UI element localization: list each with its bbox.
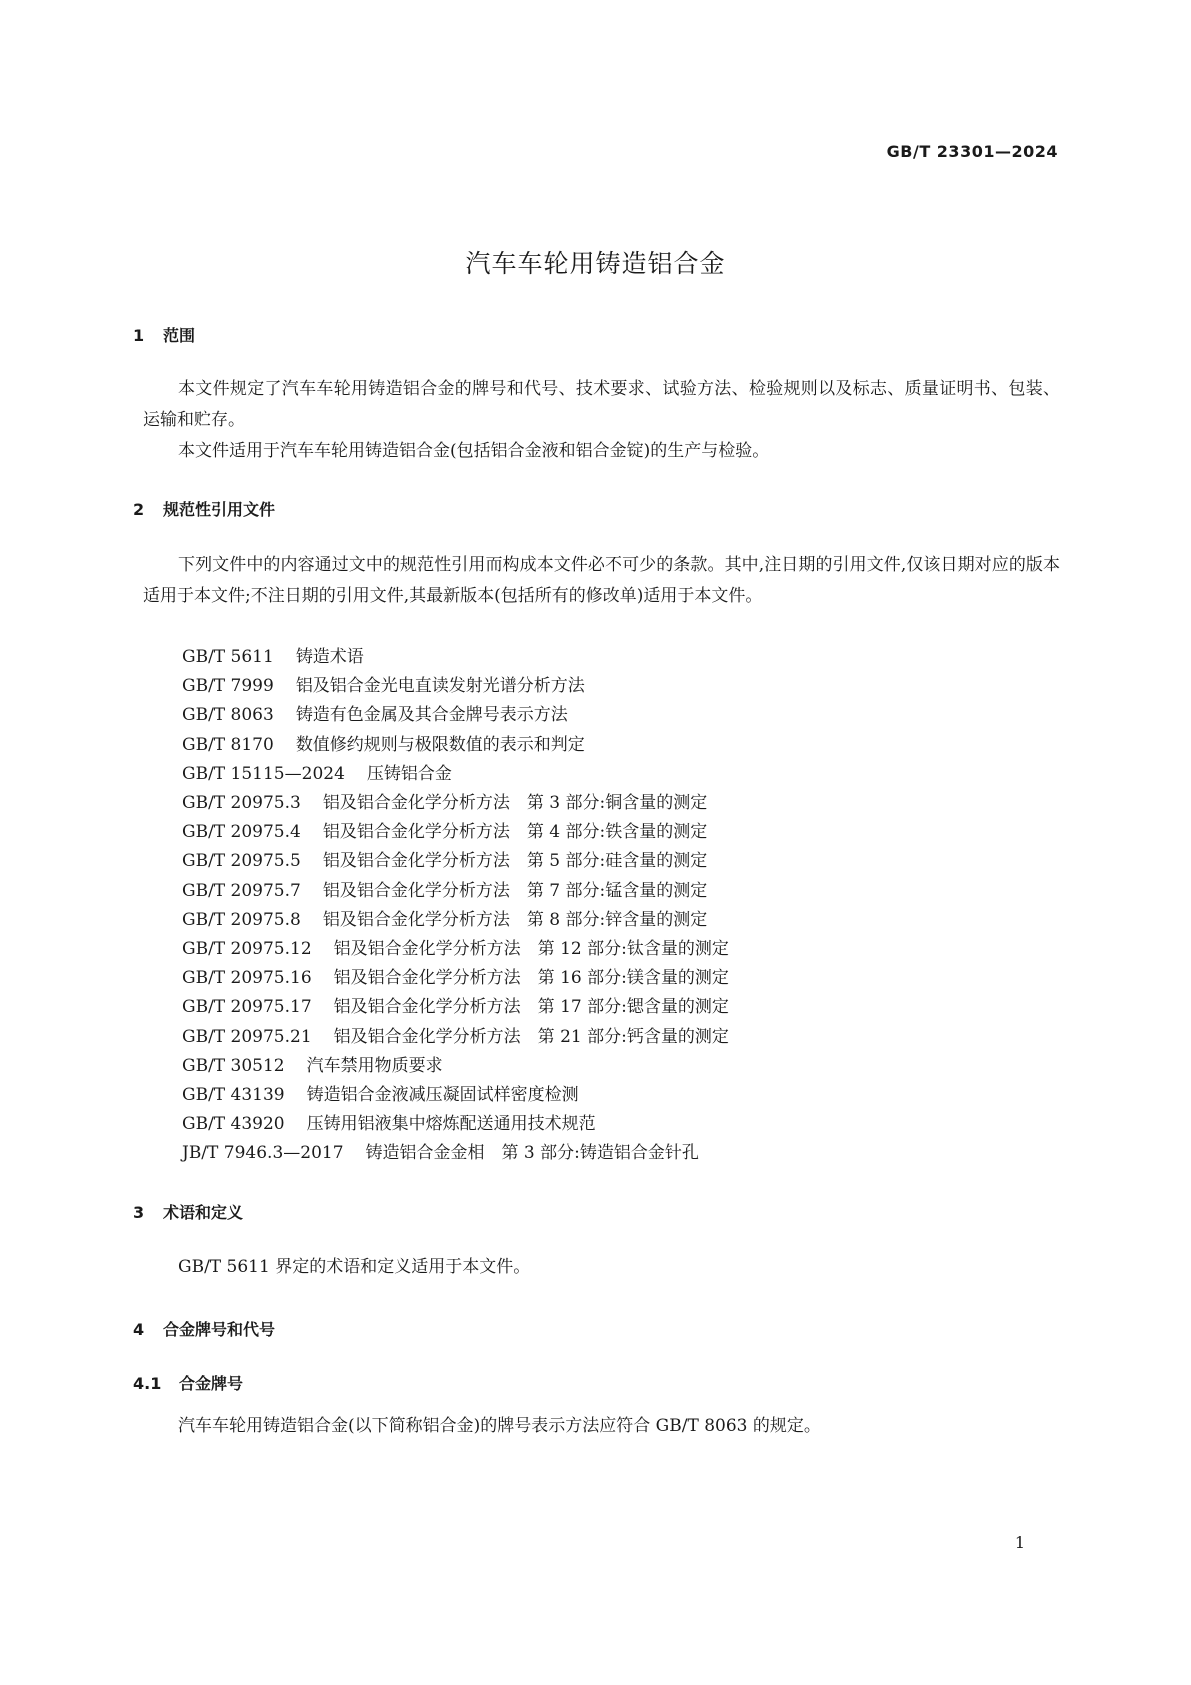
reference-title: 压铸铝合金 — [366, 763, 452, 784]
subsection-number: 4.1 — [133, 1374, 162, 1393]
reference-title: 铸造有色金属及其合金牌号表示方法 — [295, 705, 568, 726]
reference-item — [182, 730, 585, 755]
reference-item — [182, 1022, 729, 1047]
reference-code: GB/T 20975.16 — [182, 968, 312, 989]
section-number: 3 — [133, 1203, 145, 1222]
scope-paragraph-1: 本文件规定了汽车车轮用铸造铝合金的牌号和代号、技术要求、试验方法、检验规则以及标志、质量证明书、包装、运输和贮存。 — [143, 379, 1060, 430]
section-title: 规范性引用文件 — [163, 500, 276, 519]
reference-title: 铝及铝合金化学分析方法 第 12 部分:钛含量的测定 — [333, 939, 729, 959]
grade-paragraph: 汽车车轮用铸造铝合金(以下简称铝合金)的牌号表示方法应符合 GB/T 8063 的规定。 — [178, 1416, 821, 1436]
reference-title: 铝及铝合金化学分析方法 第 5 部分:硅含量的测定 — [322, 851, 708, 872]
reference-title: 铝及铝合金光电直读发射光谱分析方法 — [295, 676, 585, 697]
reference-code: GB/T 8063 — [182, 705, 274, 726]
reference-item — [182, 992, 729, 1017]
section-title: 合金牌号和代号 — [163, 1320, 276, 1339]
reference-code: GB/T 20975.5 — [182, 851, 301, 872]
section-number: 4 — [133, 1320, 145, 1339]
references-intro: 下列文件中的内容通过文中的规范性引用而构成本文件必不可少的条款。其中,注日期的引用文件,仅该日期对应的版本适用于本文件;不注日期的引用文件,其最新版本(包括所有的修改单)适用于本文件。 — [143, 555, 1060, 606]
reference-title: 铝及铝合金化学分析方法 第 16 部分:镁含量的测定 — [333, 968, 729, 989]
reference-item — [182, 759, 452, 784]
reference-code: GB/T 43920 — [182, 1114, 285, 1135]
reference-item — [182, 700, 568, 725]
subsection-4-1-heading — [133, 1371, 243, 1394]
reference-code: GB/T 20975.17 — [182, 997, 312, 1018]
reference-code: GB/T 7999 — [182, 676, 274, 697]
reference-title: 压铸用铝液集中熔炼配送通用技术规范 — [306, 1114, 596, 1135]
reference-item — [182, 846, 707, 871]
reference-title: 铝及铝合金化学分析方法 第 17 部分:锶含量的测定 — [333, 997, 729, 1018]
scope-paragraph-2: 本文件适用于汽车车轮用铸造铝合金(包括铝合金液和铝合金锭)的生产与检验。 — [178, 441, 770, 461]
subsection-title: 合金牌号 — [179, 1374, 244, 1393]
section-3-heading — [133, 1200, 243, 1223]
document-title: 汽车车轮用铸造铝合金 — [465, 249, 726, 278]
section-2-heading — [133, 497, 275, 520]
reference-item — [182, 817, 707, 842]
reference-code: GB/T 20975.12 — [182, 939, 312, 959]
reference-item — [182, 1080, 579, 1105]
reference-code: GB/T 8170 — [182, 734, 274, 755]
section-number: 2 — [133, 500, 145, 519]
reference-title: 铝及铝合金化学分析方法 第 8 部分:锌含量的测定 — [322, 909, 708, 930]
reference-code: GB/T 20975.8 — [182, 909, 301, 930]
reference-title: 汽车禁用物质要求 — [306, 1055, 443, 1076]
section-1-heading — [133, 323, 195, 346]
reference-code: JB/T 7946.3—2017 — [182, 1143, 344, 1164]
reference-title: 铸造术语 — [295, 647, 364, 667]
reference-title: 铝及铝合金化学分析方法 第 21 部分:钙含量的测定 — [333, 1026, 729, 1047]
reference-code: GB/T 20975.21 — [182, 1026, 312, 1047]
terms-paragraph: GB/T 5611 界定的术语和定义适用于本文件。 — [178, 1257, 531, 1277]
section-title: 范围 — [163, 326, 196, 345]
reference-code: GB/T 20975.7 — [182, 880, 301, 901]
reference-title: 铸造铝合金液减压凝固试样密度检测 — [306, 1085, 579, 1105]
reference-item — [182, 963, 729, 988]
reference-item — [182, 1051, 443, 1076]
reference-item — [182, 1109, 596, 1134]
reference-item — [182, 642, 364, 667]
reference-title: 铝及铝合金化学分析方法 第 3 部分:铜含量的测定 — [322, 793, 708, 813]
reference-code: GB/T 20975.4 — [182, 822, 301, 843]
reference-code: GB/T 15115—2024 — [182, 763, 345, 784]
reference-code: GB/T 5611 — [182, 647, 274, 667]
reference-title: 铝及铝合金化学分析方法 第 4 部分:铁含量的测定 — [322, 822, 708, 843]
reference-item — [182, 905, 707, 930]
reference-item — [182, 671, 585, 696]
reference-code: GB/T 30512 — [182, 1055, 285, 1076]
reference-item — [182, 1138, 699, 1163]
reference-title: 铝及铝合金化学分析方法 第 7 部分:锰含量的测定 — [322, 880, 708, 901]
reference-item — [182, 788, 707, 813]
section-title: 术语和定义 — [163, 1203, 244, 1222]
reference-title: 数值修约规则与极限数值的表示和判定 — [295, 734, 585, 755]
reference-item — [182, 876, 707, 901]
reference-code: GB/T 20975.3 — [182, 793, 301, 813]
section-4-heading — [133, 1317, 275, 1340]
page-number: 1 — [1014, 1533, 1025, 1552]
reference-title: 铸造铝合金金相 第 3 部分:铸造铝合金针孔 — [365, 1143, 699, 1164]
section-number: 1 — [133, 326, 145, 345]
reference-code: GB/T 43139 — [182, 1085, 285, 1105]
standard-number: GB/T 23301—2024 — [886, 142, 1058, 161]
reference-item — [182, 934, 729, 959]
